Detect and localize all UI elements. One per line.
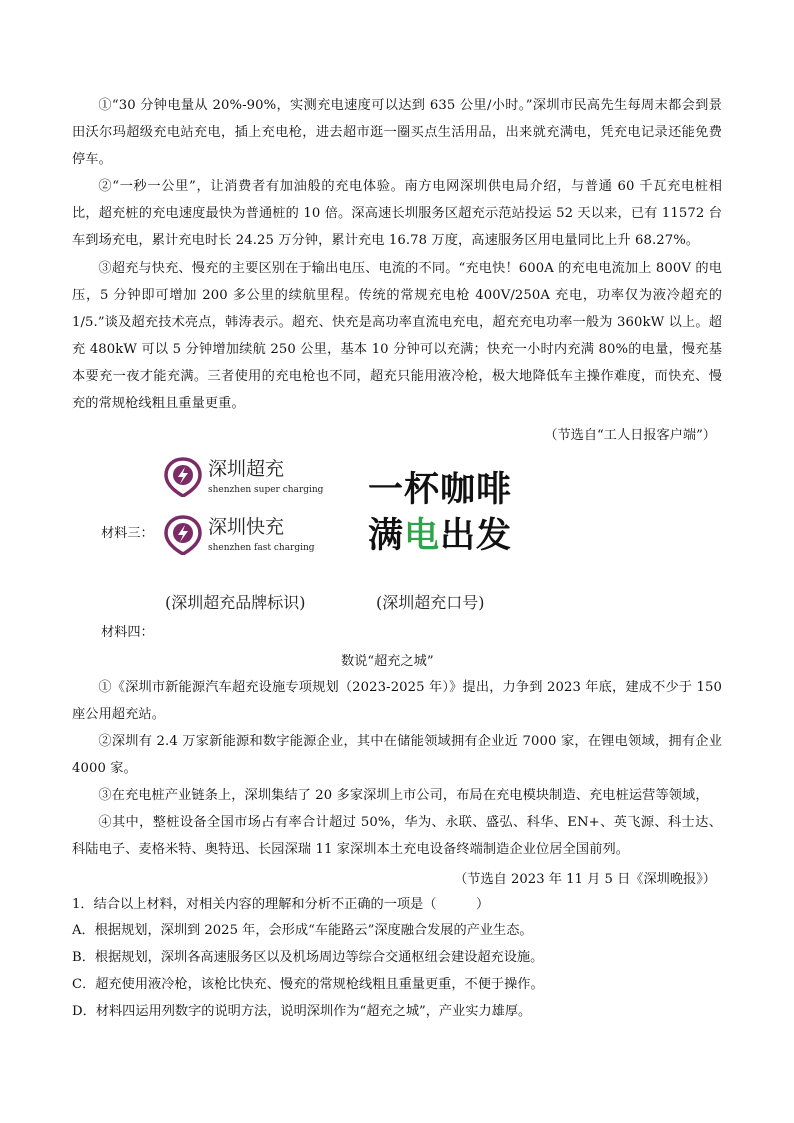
material3-label: 材料三： (101, 526, 154, 541)
logo-shenzhen-fast-charging (164, 515, 315, 555)
option-c[interactable]: C．超充使用液冷枪，该枪比快充、慢充的常规枪线粗且重量更重，不便于操作。 (72, 977, 544, 992)
material4-paragraph-2: ②深圳有 2.4 万家新能源和数字能源企业，其中在储能领域拥有企业近 7000 家，在锂电领域，拥有企业 4000 家。 (72, 734, 722, 776)
material2-paragraph-2: ②“一秒一公里”，让消费者有加油般的充电体验。南方电网深圳供电局介绍，与普通 60 千瓦充电桩相比，超充桩的充电速度最快为普通桩的 10 倍。深高速长圳服务区超充示范站投运 52 天以来，已有 11572 台车到场充电，累计充电时长 24.25 万分钟，累计充电 16.78 万度，高速服务区用电量同比上升 68.27%。 (72, 179, 722, 248)
option-b[interactable]: B．根据规划，深圳各高速服务区以及机场周边等综合交通枢纽会建设超充设施。 (72, 950, 544, 965)
material2-paragraph-3: ③超充与快充、慢充的主要区别在于输出电压、电流的不同。“充电快！600A 的充电电流加上 800V 的电压，5 分钟即可增加 200 多公里的续航里程。传统的常规充电枪 400V/250A 充电，功率仅为液冷超充的 1/5.”谈及超充技术亮点，韩涛表示。超充、快充是高功率直流电充电，超充充电功率一般为 360kW 以上。超充 480kW 可以 5 分钟增加续航 250 公里，基本 10 分钟可以充满；快充一小时内充满 80%的电量，慢充基本要充一夜才能充满。三者使用的充电枪也不同，超充只能用液冷枪，极大地降低车主操作难度，而快充、慢充的常规枪线粗且重量更重。 (72, 261, 722, 411)
option-d[interactable]: D．材料四运用列数字的说明方法，说明深圳作为“超充之城”，产业实力雄厚。 (72, 1004, 532, 1019)
caption-brand-logo: (深圳超充品牌标识) (165, 593, 306, 612)
slogan-word-full: 满 (368, 516, 405, 556)
charging-pin-icon (164, 515, 202, 555)
option-a[interactable]: A．根据规划，深圳到 2025 年，会形成“车能路云”深度融合发展的产业生态。 (72, 923, 533, 938)
slogan-line-1: 一杯咖啡 (368, 470, 513, 510)
charging-pin-icon (164, 457, 202, 497)
slogan-line-2 (368, 508, 512, 558)
material2-source: （节选自“工人日报客户端”） (544, 428, 716, 443)
material4-paragraph-3: ③在充电桩产业链条上，深圳集结了 20 多家深圳上市公司，布局在充电模块制造、充电桩运营等领域， (98, 788, 709, 803)
slogan-word-depart: 出发 (440, 516, 513, 556)
logo-super-en: shenzhen super charging (208, 485, 324, 495)
logo-fast-en: shenzhen fast charging (208, 543, 315, 553)
question-stem: 1．结合以上材料，对相关内容的理解和分析不正确的一项是（ ） (72, 897, 490, 912)
material2-paragraph-1: ①“30 分钟电量从 20%-90%，实测充电速度可以达到 635 公里/小时。”深圳市民高先生每周末都会到景田沃尔玛超级充电站充电，插上充电枪，进去超市逛一圈买点生活用品，出来就充满电，凭充电记录还能免费停车。 (72, 98, 722, 167)
caption-slogan: (深圳超充口号) (376, 593, 485, 612)
logo-fast-cn: 深圳快充 (208, 516, 285, 538)
material4-source: （节选自 2023 年 11 月 5 日《深圳晚报》） (454, 872, 716, 887)
material4-label: 材料四： (101, 625, 154, 640)
logo-shenzhen-super-charging (164, 457, 323, 497)
material4-title: 数说“超充之城” (341, 654, 434, 669)
logo-super-cn: 深圳超充 (208, 458, 285, 480)
material4-paragraph-4: ④其中，整桩设备全国市场占有率合计超过 50%，华为、永联、盛弘、科华、EN+、英飞源、科士达、科陆电子、麦格米特、奥特迅、长园深瑞 11 家深圳本土充电设备终端制造企业位居全国前列。 (72, 815, 722, 857)
slogan-word-electric: 电 (404, 516, 441, 556)
material4-paragraph-1: ①《深圳市新能源汽车超充设施专项规划（2023-2025 年）》提出，力争到 2023 年底，建成不少于 150 座公用超充站。 (72, 680, 722, 722)
